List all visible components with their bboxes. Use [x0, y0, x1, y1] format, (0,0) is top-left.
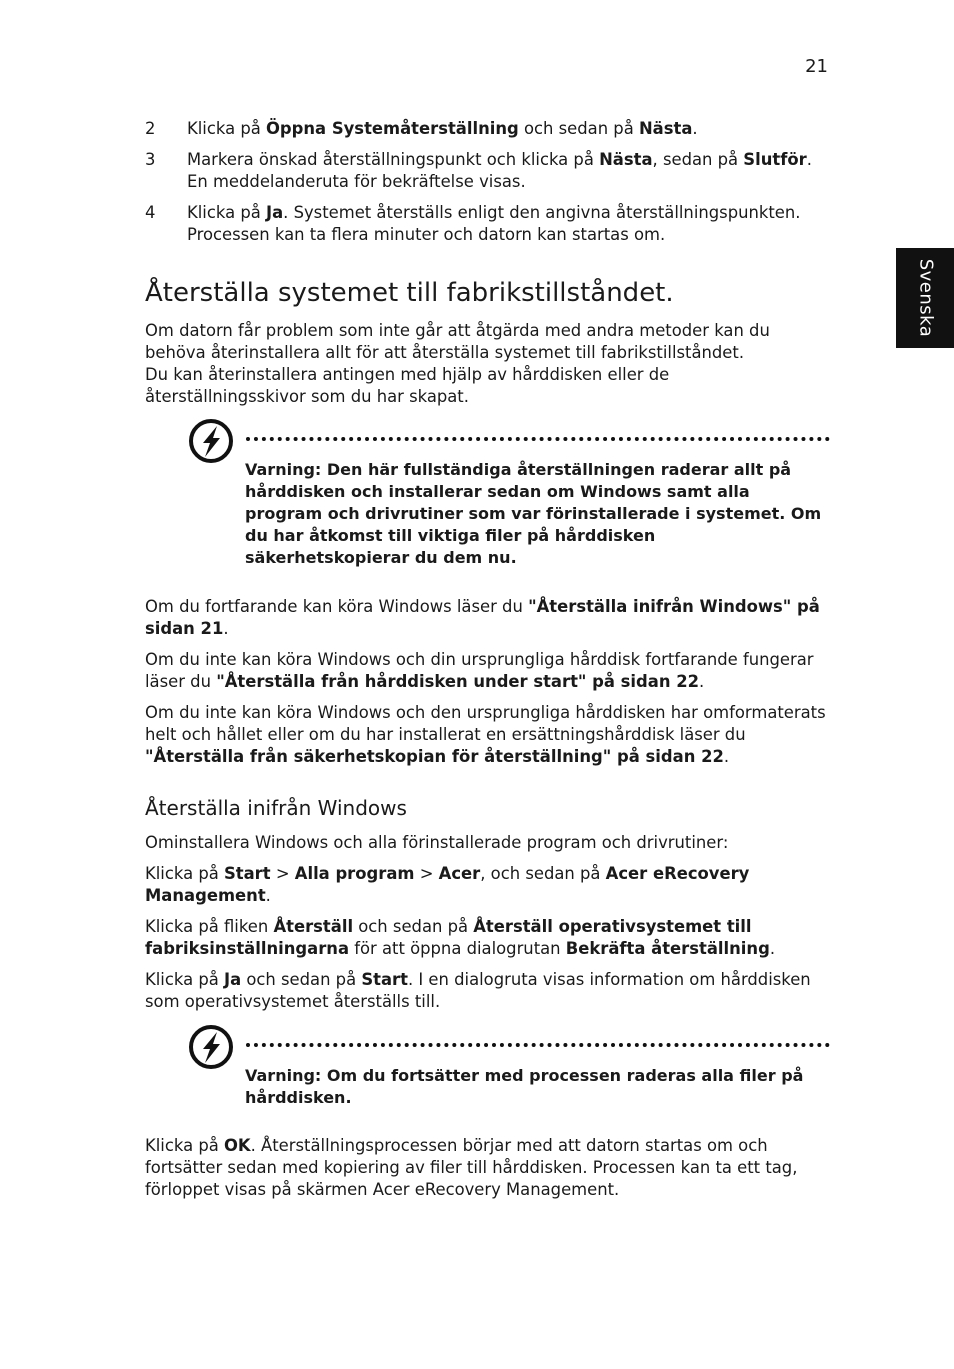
step-text: Klicka på Ja. Systemet återställs enligt den angivna återställningspunkten. Processen kan ta flera minuter och datorn kan startas om.: [187, 203, 801, 244]
warning-text: Varning: Om du fortsätter med processen raderas alla filer på hårddisken.: [245, 1066, 804, 1107]
closing-paragraph: Klicka på OK. Återställningsprocessen börjar med att datorn startas om och fortsätter sedan med kopiering av filer till hårddisken. Processen kan ta ett tag, förloppet visas på skärmen Acer eRecovery Management.: [145, 1136, 798, 1199]
step-text: Klicka på Öppna Systemåterställning och sedan på Nästa.: [187, 119, 698, 138]
windows-paragraph: Klicka på Start > Alla program > Acer, och sedan på Acer eRecovery Management.: [145, 864, 750, 905]
windows-paragraph: Klicka på Ja och sedan på Start. I en dialogruta visas information om hårddisken som operativsystemet återställs till.: [145, 970, 811, 1011]
intro-paragraph: Om datorn får problem som inte går att åtgärda med andra metoder kan du behöva återinstallera allt för att återställa systemet till fabrikstillståndet. Du kan återinstallera antingen med hjälp av hårddisken eller de återställningsskivor som du har skapat.: [145, 321, 770, 406]
step-3: [145, 149, 835, 193]
warning-icon: [188, 1024, 234, 1070]
step-text: Markera önskad återställningspunkt och klicka på Nästa, sedan på Slutför. En meddelanderuta för bekräftelse visas.: [187, 150, 812, 191]
subsection-heading: Återställa inifrån Windows: [145, 796, 407, 820]
option-paragraph: Om du inte kan köra Windows och din ursprungliga hårddisk fortfarande fungerar läser du "Återställa från hårddisken under start" på sidan 22.: [145, 650, 814, 691]
warning-divider: [246, 1043, 830, 1047]
language-tab-label: Svenska: [915, 258, 937, 338]
warning-text: Varning: Den här fullständiga återställningen raderar allt på hårddisken och installerar sedan om Windows samt alla program och drivrutiner som var förinstallerade i systemet. Om du har åtkomst till viktiga filer på hårddisken säkerhetskopierar du dem nu.: [245, 460, 822, 567]
windows-paragraph: Klicka på fliken Återställ och sedan på Återställ operativsystemet till fabriksinställningarna för att öppna dialogrutan Bekräfta återställning.: [145, 917, 776, 958]
step-number: 4: [145, 203, 156, 222]
language-tab: [896, 248, 954, 348]
warning-divider: [246, 437, 830, 441]
section-heading: Återställa systemet till fabrikstillståndet.: [145, 278, 674, 308]
step-4: [145, 202, 835, 246]
warning-icon: [188, 418, 234, 464]
option-paragraph: Om du inte kan köra Windows och den ursprungliga hårddisken har omformaterats helt och hållet eller om du har installerat en ersättningshårddisk läser du "Återställa från säkerhetskopian för återställning" på sidan 22.: [145, 703, 826, 766]
step-number: 2: [145, 119, 156, 138]
step-number: 3: [145, 150, 156, 169]
option-paragraph: Om du fortfarande kan köra Windows läser du "Återställa inifrån Windows" på sidan 21.: [145, 597, 820, 638]
step-2: [145, 118, 835, 140]
windows-paragraph: Ominstallera Windows och alla förinstallerade program och drivrutiner:: [145, 833, 729, 852]
page-number: 21: [805, 56, 828, 77]
